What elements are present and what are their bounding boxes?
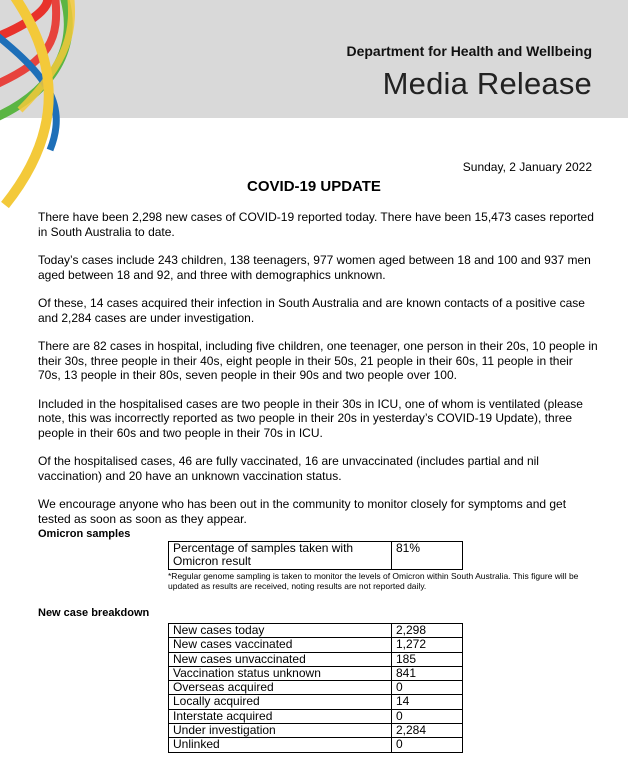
paragraph: We encourage anyone who has been out in the community to monitor closely for symptoms and get tested as soon as soon as they appear.: [38, 497, 567, 526]
media-release-title: Media Release: [382, 66, 592, 101]
row-value: 185: [392, 652, 463, 666]
paragraph: Of these, 14 cases acquired their infection in South Australia and are known contacts of a positive case and 2,284 cases are under investigation.: [38, 296, 585, 325]
row-label: Unlinked: [169, 738, 392, 752]
omicron-table: [168, 541, 463, 570]
table-row: [169, 681, 463, 695]
body-text: [38, 210, 598, 540]
department-name: Department for Health and Wellbeing: [346, 43, 592, 59]
row-label: New cases vaccinated: [169, 638, 392, 652]
row-value: 0: [392, 738, 463, 752]
table-row: [169, 695, 463, 709]
table-row: [169, 638, 463, 652]
breakdown-heading: New case breakdown: [38, 607, 150, 619]
row-value: 2,284: [392, 724, 463, 738]
row-value: 841: [392, 666, 463, 680]
table-row: [169, 709, 463, 723]
paragraph: Included in the hospitalised cases are two people in their 30s in ICU, one of whom is ventilated (please note, this was incorrectly reported as two people in their 20s in yesterday’s COVID-19 Update), three people in their 60s and two people in their 70s in ICU.: [38, 396, 583, 440]
table-row: [169, 738, 463, 752]
omicron-value: 81%: [392, 542, 463, 570]
row-label: Under investigation: [169, 724, 392, 738]
row-value: 1,272: [392, 638, 463, 652]
row-value: 0: [392, 681, 463, 695]
omicron-label: Percentage of samples taken with Omicron result: [169, 542, 392, 570]
row-value: 14: [392, 695, 463, 709]
table-row: [169, 666, 463, 680]
paragraph: There have been 2,298 new cases of COVID-19 reported today. There have been 15,473 cases reported in South Australia to date.: [38, 210, 594, 239]
breakdown-table: [168, 623, 463, 753]
paragraph: Today’s cases include 243 children, 138 teenagers, 977 women aged between 18 and 100 and 937 men aged between 18 and 92, and three with demographics unknown.: [38, 253, 591, 282]
row-label: New cases unvaccinated: [169, 652, 392, 666]
row-label: Locally acquired: [169, 695, 392, 709]
row-value: 2,298: [392, 624, 463, 638]
row-label: Interstate acquired: [169, 709, 392, 723]
paragraph: There are 82 cases in hospital, including five children, one teenager, one person in their 20s, 10 people in their 30s, three people in their 40s, eight people in their 50s, 21 people in their 60s, 11 people in their 70s, 13 people in their 80s, seven people in their 90s and two people over 100.: [38, 339, 598, 382]
row-label: Vaccination status unknown: [169, 666, 392, 680]
release-date: Sunday, 2 January 2022: [462, 160, 592, 174]
table-row: [169, 724, 463, 738]
paragraph: Of the hospitalised cases, 46 are fully vaccinated, 16 are unvaccinated (includes partial and nil vaccination) and 20 have an unknown vaccination status.: [38, 454, 539, 483]
document-title: COVID-19 UPDATE: [247, 178, 381, 195]
table-row: [169, 652, 463, 666]
omicron-heading: Omicron samples: [38, 528, 131, 540]
table-row: [169, 624, 463, 638]
omicron-footnote: *Regular genome sampling is taken to monitor the levels of Omicron within South Australia. This figure will be updated as results are received, noting results are not reported daily.: [168, 571, 579, 591]
row-label: Overseas acquired: [169, 681, 392, 695]
row-value: 0: [392, 709, 463, 723]
row-label: New cases today: [169, 624, 392, 638]
table-row: [169, 542, 463, 570]
